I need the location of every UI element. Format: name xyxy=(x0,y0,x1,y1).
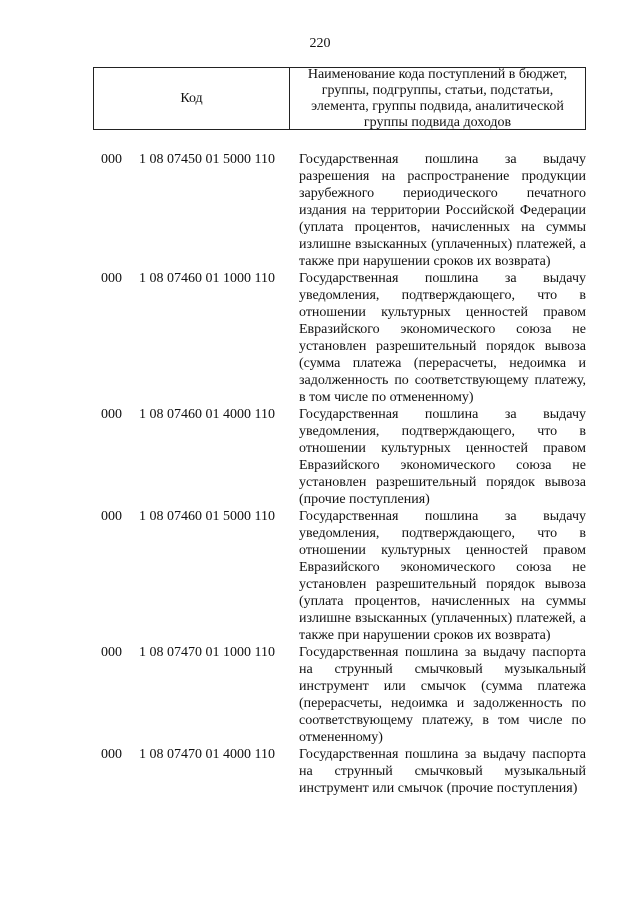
table-row xyxy=(0,270,640,406)
revenue-description: Государственная пошлина за выдачу уведомления, подтверждающего, что в отношении культурных ценностей правом Евразийского экономического союза не установлен разрешительный порядок вывоза (сумма платежа (перерасчеты, недоимка и задолженность по соответствующему платежу, в том числе по отмененному) xyxy=(299,271,586,405)
table-row xyxy=(0,746,640,797)
table-row xyxy=(0,151,640,270)
revenue-code: 1 08 07460 01 1000 110 xyxy=(139,271,275,286)
admin-code: 000 xyxy=(101,407,122,422)
table-row xyxy=(0,406,640,508)
revenue-description: Государственная пошлина за выдачу разрешения на распространение продукции зарубежного периодического печатного издания на территории Российской Федерации (уплата процентов, начисленных на суммы излишне взысканных (уплаченных) платежей, а также при нарушении сроков их возврата) xyxy=(299,152,586,269)
admin-code: 000 xyxy=(101,271,122,286)
revenue-description: Государственная пошлина за выдачу паспорта на струнный смычковый музыкальный инструмент или смычок (сумма платежа (перерасчеты, недоимка и задолженность по соответствующему платежу, в том числе по отмененному) xyxy=(299,645,586,745)
admin-code: 000 xyxy=(101,747,122,762)
table-header xyxy=(93,67,586,130)
header-name-column: Наименование кода поступлений в бюджет, группы, подгруппы, статьи, подстатьи, элемента, группы подвида, аналитической группы подвида доходов xyxy=(307,66,568,130)
admin-code: 000 xyxy=(101,645,122,660)
revenue-code: 1 08 07470 01 1000 110 xyxy=(139,645,275,660)
revenue-code: 1 08 07450 01 5000 110 xyxy=(139,152,275,167)
page-number: 220 xyxy=(309,36,331,51)
table-row xyxy=(0,508,640,644)
revenue-description: Государственная пошлина за выдачу уведомления, подтверждающего, что в отношении культурных ценностей правом Евразийского экономического союза не установлен разрешительный порядок вывоза (прочие поступления) xyxy=(299,407,586,507)
revenue-description: Государственная пошлина за выдачу паспорта на струнный смычковый музыкальный инструмент или смычок (прочие поступления) xyxy=(299,747,586,796)
revenue-code: 1 08 07470 01 4000 110 xyxy=(139,747,275,762)
table-row xyxy=(0,644,640,746)
revenue-code: 1 08 07460 01 5000 110 xyxy=(139,509,275,524)
table-body xyxy=(0,151,640,797)
admin-code: 000 xyxy=(101,509,122,524)
revenue-description: Государственная пошлина за выдачу уведомления, подтверждающего, что в отношении культурных ценностей правом Евразийского экономического союза не установлен разрешительный порядок вывоза (уплата процентов, начисленных на суммы излишне взысканных (уплаченных) платежей, а также при нарушении сроков их возврата) xyxy=(299,509,586,643)
admin-code: 000 xyxy=(101,152,122,167)
revenue-code: 1 08 07460 01 4000 110 xyxy=(139,407,275,422)
header-code-column: Код xyxy=(94,68,290,129)
